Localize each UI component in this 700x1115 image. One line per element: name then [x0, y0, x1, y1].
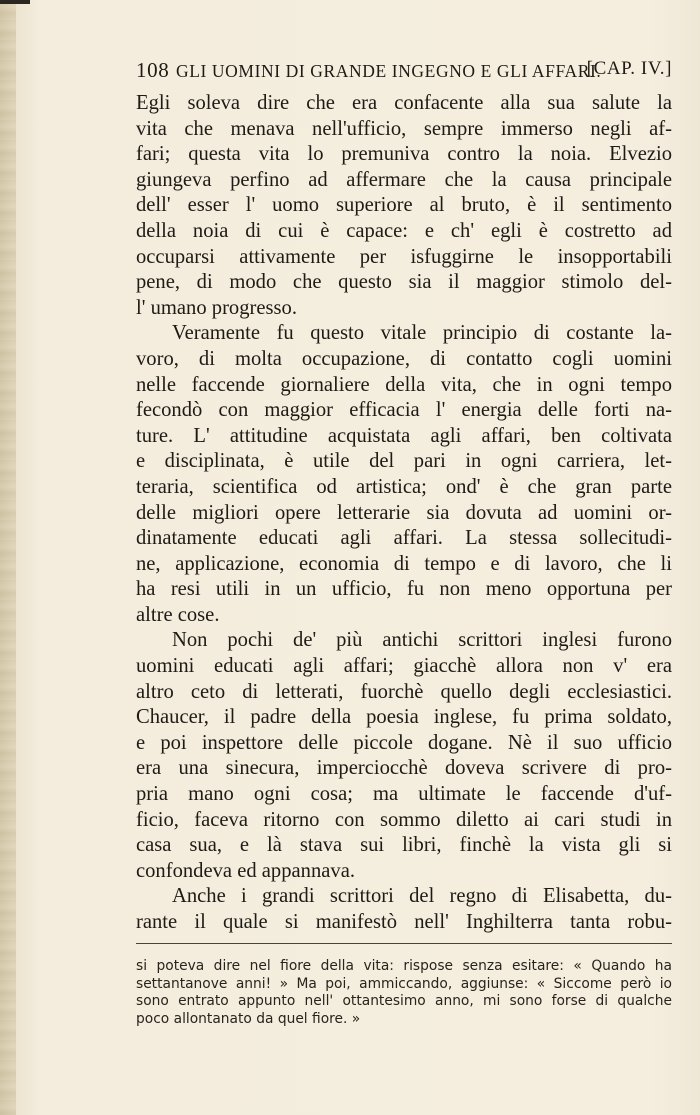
text-line: ne, applicazione, economia di tempo e di lavoro, che li — [136, 552, 672, 575]
footnote — [136, 958, 672, 1028]
text-line: e disciplinata, è utile del pari in ogni carriera, let- — [136, 450, 672, 473]
footnote-line: settantanove anni! » Ma poi, ammiccando, aggiunse: « Siccome però io — [136, 975, 672, 992]
text-line: giungeva perfino ad affermare che la causa principale — [136, 168, 672, 191]
text-line: fecondò con maggior efficacia l' energia delle forti na- — [136, 399, 672, 422]
text-line: confondeva ed appannava. — [136, 859, 355, 882]
text-line: fari; questa vita lo premuniva contro la noia. Elvezio — [136, 143, 672, 166]
text-line: pene, di modo che questo sia il maggior stimolo del- — [136, 271, 672, 294]
page-binding-edge — [0, 0, 16, 1115]
footnote-line: sono entrato appunto nell' ottantesimo anno, mi sono forse di qualche — [136, 993, 672, 1010]
text-line: pria mano ogni cosa; ma ultimate le faccende d'uf- — [136, 783, 672, 806]
paragraph-first-line: Veramente fu questo vitale principio di costante la- — [172, 322, 672, 345]
text-line: casa sua, e là stava sui libri, finchè la vista gli si — [136, 834, 672, 857]
text-line: ture. L' attitudine acquistata agli affari, ben coltivata — [136, 424, 672, 447]
text-line: altro ceto di letterati, fuorchè quello degli ecclesiastici. — [136, 680, 672, 703]
text-line: Chaucer, il padre della poesia inglese, fu prima soldato, — [136, 706, 672, 729]
page-number: 108 — [136, 58, 170, 82]
footnote-line: si poteva dire nel fiore della vita: rispose senza esitare: « Quando ha — [136, 958, 672, 974]
chapter-label: [CAP. IV.] — [586, 58, 672, 79]
text-line: dell' esser l' uomo superiore al bruto, è il sentimento — [136, 194, 672, 217]
text-line: altre cose. — [136, 603, 220, 626]
text-line: dinatamente educati agli affari. La stessa sollecitudi- — [136, 527, 672, 550]
paragraph-first-line: Anche i grandi scrittori del regno di Elisabetta, du- — [172, 885, 672, 908]
running-header — [136, 58, 672, 88]
text-line: nelle faccende giornaliere della vita, che in ogni tempo — [136, 373, 672, 396]
text-line: e poi inspettore delle piccole dogane. Nè il suo ufficio — [136, 731, 672, 754]
text-line: occuparsi attivamente per isfuggirne le insopportabili — [136, 245, 672, 268]
text-line: ha resi utili in un ufficio, fu non meno opportuna per — [136, 578, 672, 601]
text-line: voro, di molta occupazione, di contatto cogli uomini — [136, 347, 672, 370]
footnote-divider — [136, 943, 672, 944]
corner-mark — [0, 0, 30, 4]
text-line: rante il quale si manifestò nell' Inghilterra tanta robu- — [136, 911, 672, 933]
text-line: Egli soleva dire che era confacente alla sua salute la — [136, 92, 672, 114]
text-line: delle migliori opere letterarie sia dovuta ad uomini or- — [136, 501, 672, 524]
paragraph-first-line: Non pochi de' più antichi scrittori inglesi furono — [172, 629, 672, 652]
text-line: l' umano progresso. — [136, 296, 297, 319]
text-line: vita che menava nell'ufficio, sempre immerso negli af- — [136, 117, 672, 140]
body-text — [136, 91, 672, 936]
text-line: ficio, faceva ritorno con sommo diletto ai cari studi in — [136, 808, 672, 831]
text-line: della noia di cui è capace: e ch' egli è costretto ad — [136, 219, 672, 242]
text-line: era una sinecura, imperciocchè doveva scrivere di pro- — [136, 757, 672, 780]
running-title: GLI UOMINI DI GRANDE INGEGNO E GLI AFFARI. — [176, 61, 602, 81]
footnote-line: poco allontanato da quel fiore. » — [136, 1010, 361, 1027]
text-line: uomini educati agli affari; giacchè allora non v' era — [136, 655, 672, 678]
text-line: teraria, scientifica od artistica; ond' è che gran parte — [136, 475, 672, 498]
